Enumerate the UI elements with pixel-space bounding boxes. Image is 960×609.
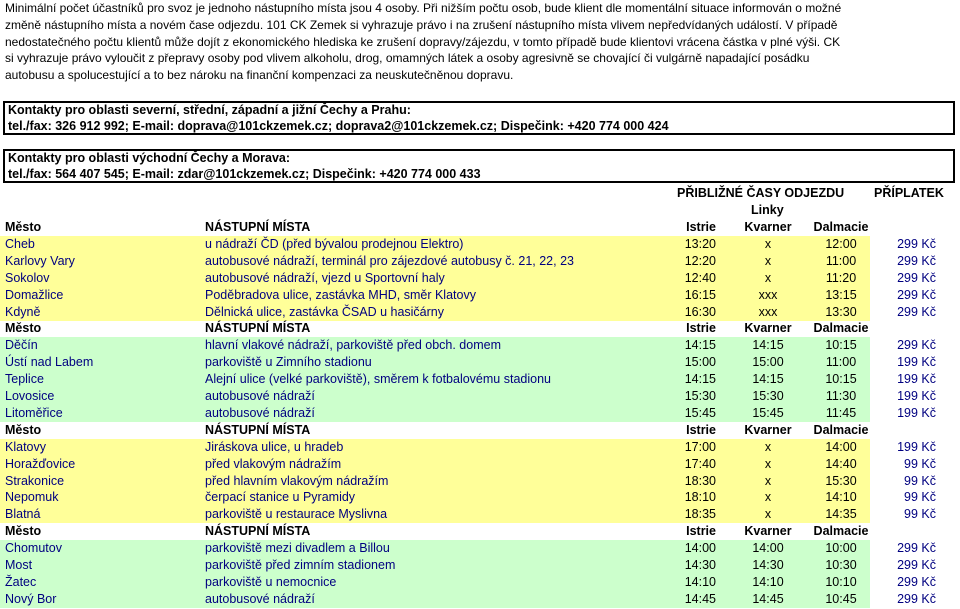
cell-stop: Jiráskova ulice, u hradeb — [205, 439, 344, 454]
cell-istrie: 12:20 — [684, 253, 716, 268]
column-header-city: Město — [5, 422, 42, 437]
contact-details: tel./fax: 326 912 992; E-mail: doprava@101ckzemek.cz; doprava2@101ckzemek.cz; Dispečink: +420 774 000 424 — [8, 119, 669, 133]
cell-stop: Alejní ulice (velké parkoviště), směrem k fotbalovému stadionu — [205, 372, 551, 387]
cell-city: Teplice — [5, 372, 44, 387]
cell-stop: před vlakovým nádražím — [205, 456, 342, 471]
cell-city: Děčín — [5, 338, 38, 353]
cell-dalmacie: 14:10 — [825, 490, 857, 505]
cell-kvarner: xxx — [758, 287, 778, 302]
contact-box-east — [3, 149, 955, 183]
cell-city: Sokolov — [5, 270, 50, 285]
cell-kvarner: x — [764, 473, 772, 488]
cell-stop: čerpací stanice u Pyramidy — [205, 490, 356, 505]
cell-kvarner: x — [764, 490, 772, 505]
cell-city: Most — [5, 558, 33, 572]
cell-istrie: 14:00 — [684, 541, 716, 556]
contact-details: tel./fax: 564 407 545; E-mail: zdar@101ckzemek.cz; Dispečink: +420 774 000 433 — [8, 167, 481, 181]
cell-istrie: 12:40 — [684, 270, 716, 285]
cell-kvarner: x — [764, 456, 772, 471]
cell-kvarner: 15:45 — [752, 405, 784, 420]
cell-kvarner: 14:15 — [752, 338, 784, 353]
price-header: PŘÍPLATEK — [874, 186, 944, 200]
cell-stop: Dělnická ulice, zastávka ČSAD u hasičárny — [205, 304, 444, 319]
cell-dalmacie: 10:30 — [825, 558, 857, 572]
cell-price: 299 Kč — [897, 574, 936, 589]
cell-price: 199 Kč — [897, 439, 936, 454]
column-header-dalmacie: Dalmacie — [813, 321, 869, 336]
column-header-city: Město — [5, 321, 42, 336]
table-row — [0, 304, 936, 321]
contact-title: Kontakty pro oblasti severní, střední, západní a jižní Čechy a Prahu: — [8, 103, 411, 117]
cell-stop: parkoviště před zimním stadionem — [205, 558, 396, 572]
cell-istrie: 15:00 — [684, 355, 716, 370]
intro-line: Minimální počet účastníků pro svoz je jednoho nástupního místa jsou 4 osoby. Při nižším počtu osob, bude klient dle momentální situace informován o možné — [5, 1, 842, 15]
cell-price: 299 Kč — [897, 591, 936, 606]
cell-price: 299 Kč — [897, 558, 936, 572]
cell-price: 299 Kč — [897, 304, 936, 319]
table-header-row — [0, 422, 960, 439]
cell-dalmacie: 14:40 — [825, 456, 857, 471]
cell-dalmacie: 15:30 — [825, 473, 857, 488]
cell-kvarner: 14:00 — [752, 541, 784, 556]
cell-kvarner: x — [764, 253, 772, 268]
cell-dalmacie: 10:10 — [825, 574, 857, 589]
intro-line: si vyhrazuje právo vyloučit z přepravy osoby pod vlivem alkoholu, drog, omamných látek a osoby agresivně se chovající či vulgárně napadající posádku — [5, 51, 810, 66]
cell-price: 199 Kč — [897, 389, 936, 403]
cell-kvarner: 14:10 — [752, 574, 784, 589]
cell-dalmacie: 10:45 — [825, 591, 857, 606]
cell-istrie: 18:35 — [684, 507, 716, 522]
table-row — [0, 489, 936, 506]
cell-stop: Poděbradova ulice, zastávka MHD, směr Klatovy — [205, 287, 476, 302]
cell-city: Žatec — [5, 574, 37, 589]
cell-city: Karlovy Vary — [5, 253, 75, 268]
cell-dalmacie: 11:45 — [825, 405, 857, 420]
cell-city: Chomutov — [5, 541, 62, 556]
table-row — [0, 371, 936, 388]
table-row — [0, 405, 936, 422]
cell-istrie: 14:15 — [684, 372, 716, 387]
cell-stop: před hlavním vlakovým nádražím — [205, 473, 389, 488]
table-row — [0, 253, 936, 270]
cell-price: 299 Kč — [897, 338, 936, 353]
cell-dalmacie: 11:30 — [825, 389, 857, 403]
cell-istrie: 13:20 — [684, 236, 716, 251]
cell-price: 99 Kč — [904, 507, 936, 522]
table-row — [0, 473, 936, 490]
table-row — [0, 439, 936, 456]
contact-box-north — [3, 101, 955, 135]
cell-dalmacie: 14:35 — [825, 507, 857, 522]
column-header-dalmacie: Dalmacie — [813, 524, 869, 539]
cell-price: 199 Kč — [897, 355, 936, 370]
cell-price: 99 Kč — [904, 473, 936, 488]
cell-istrie: 14:10 — [684, 574, 716, 589]
cell-istrie: 14:45 — [684, 591, 716, 606]
table-row — [0, 270, 936, 287]
cell-stop: parkoviště u restaurace Myslivna — [205, 507, 388, 522]
cell-dalmacie: 11:20 — [825, 270, 857, 285]
cell-city: Strakonice — [5, 473, 65, 488]
cell-kvarner: x — [764, 270, 772, 285]
cell-city: Kdyně — [5, 304, 41, 319]
table-row — [0, 591, 936, 608]
table-row — [0, 236, 936, 253]
cell-price: 99 Kč — [904, 456, 936, 471]
cell-dalmacie: 10:15 — [825, 338, 857, 353]
cell-istrie: 17:00 — [684, 439, 716, 454]
column-header-dalmacie: Dalmacie — [813, 220, 869, 234]
intro-line: změně nástupního místa a novém čase odjezdu. 101 CK Zemek si vyhrazuje právo i na zrušení nástupního místa vlivem nepředvídaných událostí. V případě — [5, 17, 838, 32]
cell-istrie: 18:10 — [684, 490, 716, 505]
table-row — [0, 456, 936, 473]
cell-city: Lovosice — [5, 389, 55, 403]
table-row — [0, 540, 936, 557]
contact-title: Kontakty pro oblasti východní Čechy a Morava: — [8, 151, 291, 165]
cell-city: Ústí nad Labem — [5, 355, 94, 370]
intro-line: autobusu a spolucestující a to bez nároku na finanční kompenzaci za neuskutečněnou dopravu. — [5, 68, 514, 83]
column-header-dalmacie: Dalmacie — [813, 422, 869, 437]
column-header-stop: NÁSTUPNÍ MÍSTA — [205, 321, 311, 336]
cell-city: Blatná — [5, 507, 41, 522]
cell-city: Litoměřice — [5, 405, 63, 420]
table-header-row — [0, 219, 960, 236]
column-header-stop: NÁSTUPNÍ MÍSTA — [205, 524, 311, 539]
cell-kvarner: xxx — [758, 304, 778, 319]
cell-stop: hlavní vlakové nádraží, parkoviště před obch. domem — [205, 338, 501, 353]
cell-istrie: 15:45 — [684, 405, 716, 420]
cell-dalmacie: 11:00 — [825, 253, 857, 268]
cell-kvarner: 15:00 — [752, 355, 784, 370]
intro-line: nedostatečného počtu klientů může dojít z ekonomického hlediska ke zrušení dopravy/zájezdu, v tomto případě bude klientovi vrácena částka v plné výši. CK — [5, 34, 841, 49]
table-row — [0, 354, 936, 371]
cell-kvarner: 14:30 — [752, 558, 784, 572]
column-header-kvarner: Kvarner — [744, 321, 792, 336]
cell-price: 299 Kč — [897, 253, 936, 268]
column-header-kvarner: Kvarner — [744, 422, 792, 437]
column-header-kvarner: Kvarner — [744, 524, 792, 539]
cell-dalmacie: 13:30 — [825, 304, 857, 319]
table-row — [0, 557, 936, 574]
cell-dalmacie: 13:15 — [825, 287, 857, 302]
cell-dalmacie: 14:00 — [825, 439, 857, 454]
cell-istrie: 16:15 — [684, 287, 716, 302]
cell-kvarner: x — [764, 236, 772, 251]
table-row — [0, 574, 936, 591]
cell-istrie: 14:30 — [684, 558, 716, 572]
cell-price: 299 Kč — [897, 236, 936, 251]
cell-price: 199 Kč — [897, 405, 936, 420]
cell-city: Nový Bor — [5, 591, 57, 606]
column-header-kvarner: Kvarner — [744, 220, 792, 234]
cell-stop: parkoviště u Zimního stadionu — [205, 355, 372, 370]
cell-kvarner: 15:30 — [752, 389, 784, 403]
cell-price: 299 Kč — [897, 287, 936, 302]
cell-city: Domažlice — [5, 287, 64, 302]
cell-istrie: 14:15 — [684, 338, 716, 353]
column-header-istrie: Istrie — [686, 524, 716, 539]
cell-stop: u nádraží ČD (před bývalou prodejnou Elektro) — [205, 236, 464, 251]
cell-price: 99 Kč — [904, 490, 936, 505]
cell-istrie: 18:30 — [684, 473, 716, 488]
cell-istrie: 15:30 — [684, 389, 716, 403]
cell-stop: parkoviště u nemocnice — [205, 574, 337, 589]
cell-istrie: 16:30 — [684, 304, 716, 319]
column-header-istrie: Istrie — [686, 321, 716, 336]
table-row — [0, 506, 936, 523]
cell-city: Klatovy — [5, 439, 46, 454]
cell-istrie: 17:40 — [684, 456, 716, 471]
column-header-city: Město — [5, 220, 42, 234]
cell-city: Horažďovice — [5, 456, 76, 471]
cell-dalmacie: 11:00 — [825, 355, 857, 370]
column-header-stop: NÁSTUPNÍ MÍSTA — [205, 422, 311, 437]
cell-kvarner: x — [764, 439, 772, 454]
table-row — [0, 287, 936, 304]
cell-stop: autobusové nádraží — [205, 405, 315, 420]
cell-stop: parkoviště mezi divadlem a Billou — [205, 541, 390, 556]
cell-stop: autobusové nádraží — [205, 389, 315, 403]
cell-kvarner: x — [764, 507, 772, 522]
table-header-row — [0, 523, 960, 540]
lines-subheader: Linky — [751, 203, 784, 217]
column-header-istrie: Istrie — [686, 422, 716, 437]
cell-price: 299 Kč — [897, 270, 936, 285]
cell-dalmacie: 10:00 — [825, 541, 857, 556]
table-header-row — [0, 320, 960, 337]
cell-city: Cheb — [5, 236, 35, 251]
cell-stop: autobusové nádraží, vjezd u Sportovní haly — [205, 270, 445, 285]
cell-city: Nepomuk — [5, 490, 59, 505]
cell-dalmacie: 10:15 — [825, 372, 857, 387]
table-row — [0, 388, 936, 405]
times-group-header: PŘIBLIŽNÉ ČASY ODJEZDU — [677, 186, 845, 200]
cell-price: 299 Kč — [897, 541, 936, 556]
cell-dalmacie: 12:00 — [825, 236, 857, 251]
table-row — [0, 337, 936, 354]
intro-paragraph — [5, 0, 955, 84]
cell-stop: autobusové nádraží — [205, 591, 315, 606]
cell-price: 199 Kč — [897, 372, 936, 387]
column-header-istrie: Istrie — [686, 220, 716, 234]
column-header-city: Město — [5, 524, 42, 539]
cell-kvarner: 14:45 — [752, 591, 784, 606]
cell-kvarner: 14:15 — [752, 372, 784, 387]
cell-stop: autobusové nádraží, terminál pro zájezdové autobusy č. 21, 22, 23 — [205, 253, 574, 268]
column-header-stop: NÁSTUPNÍ MÍSTA — [205, 220, 311, 234]
